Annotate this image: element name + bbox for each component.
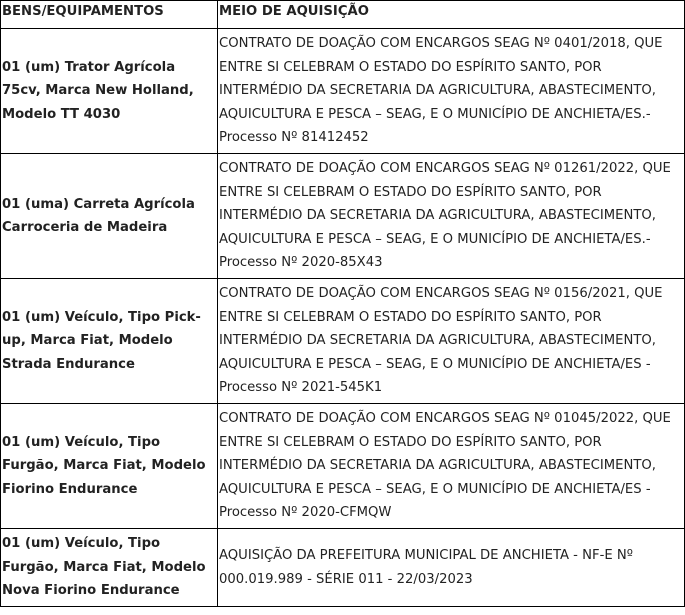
acquisition-cell: CONTRATO DE DOAÇÃO COM ENCARGOS SEAG Nº 0401/2018, QUE ENTRE SI CELEBRAM O ESTADO DO ESPÍRITO SANTO, POR INTERMÉDIO DA SECRETARIA DA AGRICULTURA, ABASTECIMENTO, AQUICULTURA E PESCA – SEAG, E O MUNICÍPIO DE ANCHIETA/ES.- Processo Nº 81412452 (218, 29, 685, 154)
item-cell: 01 (um) Veículo, Tipo Furgão, Marca Fiat, Modelo Nova Fiorino Endurance (1, 529, 218, 607)
table-row (1, 529, 685, 607)
item-cell: 01 (uma) Carreta Agrícola Carroceria de Madeira (1, 154, 218, 279)
table-header-row (1, 1, 685, 29)
acquisition-cell: AQUISIÇÃO DA PREFEITURA MUNICIPAL DE ANCHIETA - NF-E Nº 000.019.989 - SÉRIE 011 - 22/03/2023 (218, 529, 685, 607)
item-cell: 01 (um) Veículo, Tipo Furgão, Marca Fiat, Modelo Fiorino Endurance (1, 404, 218, 529)
item-cell: 01 (um) Veículo, Tipo Pick-up, Marca Fiat, Modelo Strada Endurance (1, 279, 218, 404)
header-meio-de-aquisicao: MEIO DE AQUISIÇÃO (218, 1, 685, 29)
acquisition-cell: CONTRATO DE DOAÇÃO COM ENCARGOS SEAG Nº 01045/2022, QUE ENTRE SI CELEBRAM O ESTADO DO ESPÍRITO SANTO, POR INTERMÉDIO DA SECRETARIA DA AGRICULTURA, ABASTECIMENTO, AQUICULTURA E PESCA – SEAG, E O MUNICÍPIO DE ANCHIETA/ES - Processo Nº 2020-CFMQW (218, 404, 685, 529)
table-row (1, 154, 685, 279)
table-row (1, 29, 685, 154)
acquisition-cell: CONTRATO DE DOAÇÃO COM ENCARGOS SEAG Nº 01261/2022, QUE ENTRE SI CELEBRAM O ESTADO DO ESPÍRITO SANTO, POR INTERMÉDIO DA SECRETARIA DA AGRICULTURA, ABASTECIMENTO, AQUICULTURA E PESCA – SEAG, E O MUNICÍPIO DE ANCHIETA/ES.- Processo Nº 2020-85X43 (218, 154, 685, 279)
table-row (1, 404, 685, 529)
acquisition-cell: CONTRATO DE DOAÇÃO COM ENCARGOS SEAG Nº 0156/2021, QUE ENTRE SI CELEBRAM O ESTADO DO ESPÍRITO SANTO, POR INTERMÉDIO DA SECRETARIA DA AGRICULTURA, ABASTECIMENTO, AQUICULTURA E PESCA – SEAG, E O MUNICÍPIO DE ANCHIETA/ES - Processo Nº 2021-545K1 (218, 279, 685, 404)
item-cell: 01 (um) Trator Agrícola 75cv, Marca New Holland, Modelo TT 4030 (1, 29, 218, 154)
table-row (1, 279, 685, 404)
header-bens-equipamentos: BENS/EQUIPAMENTOS (1, 1, 218, 29)
